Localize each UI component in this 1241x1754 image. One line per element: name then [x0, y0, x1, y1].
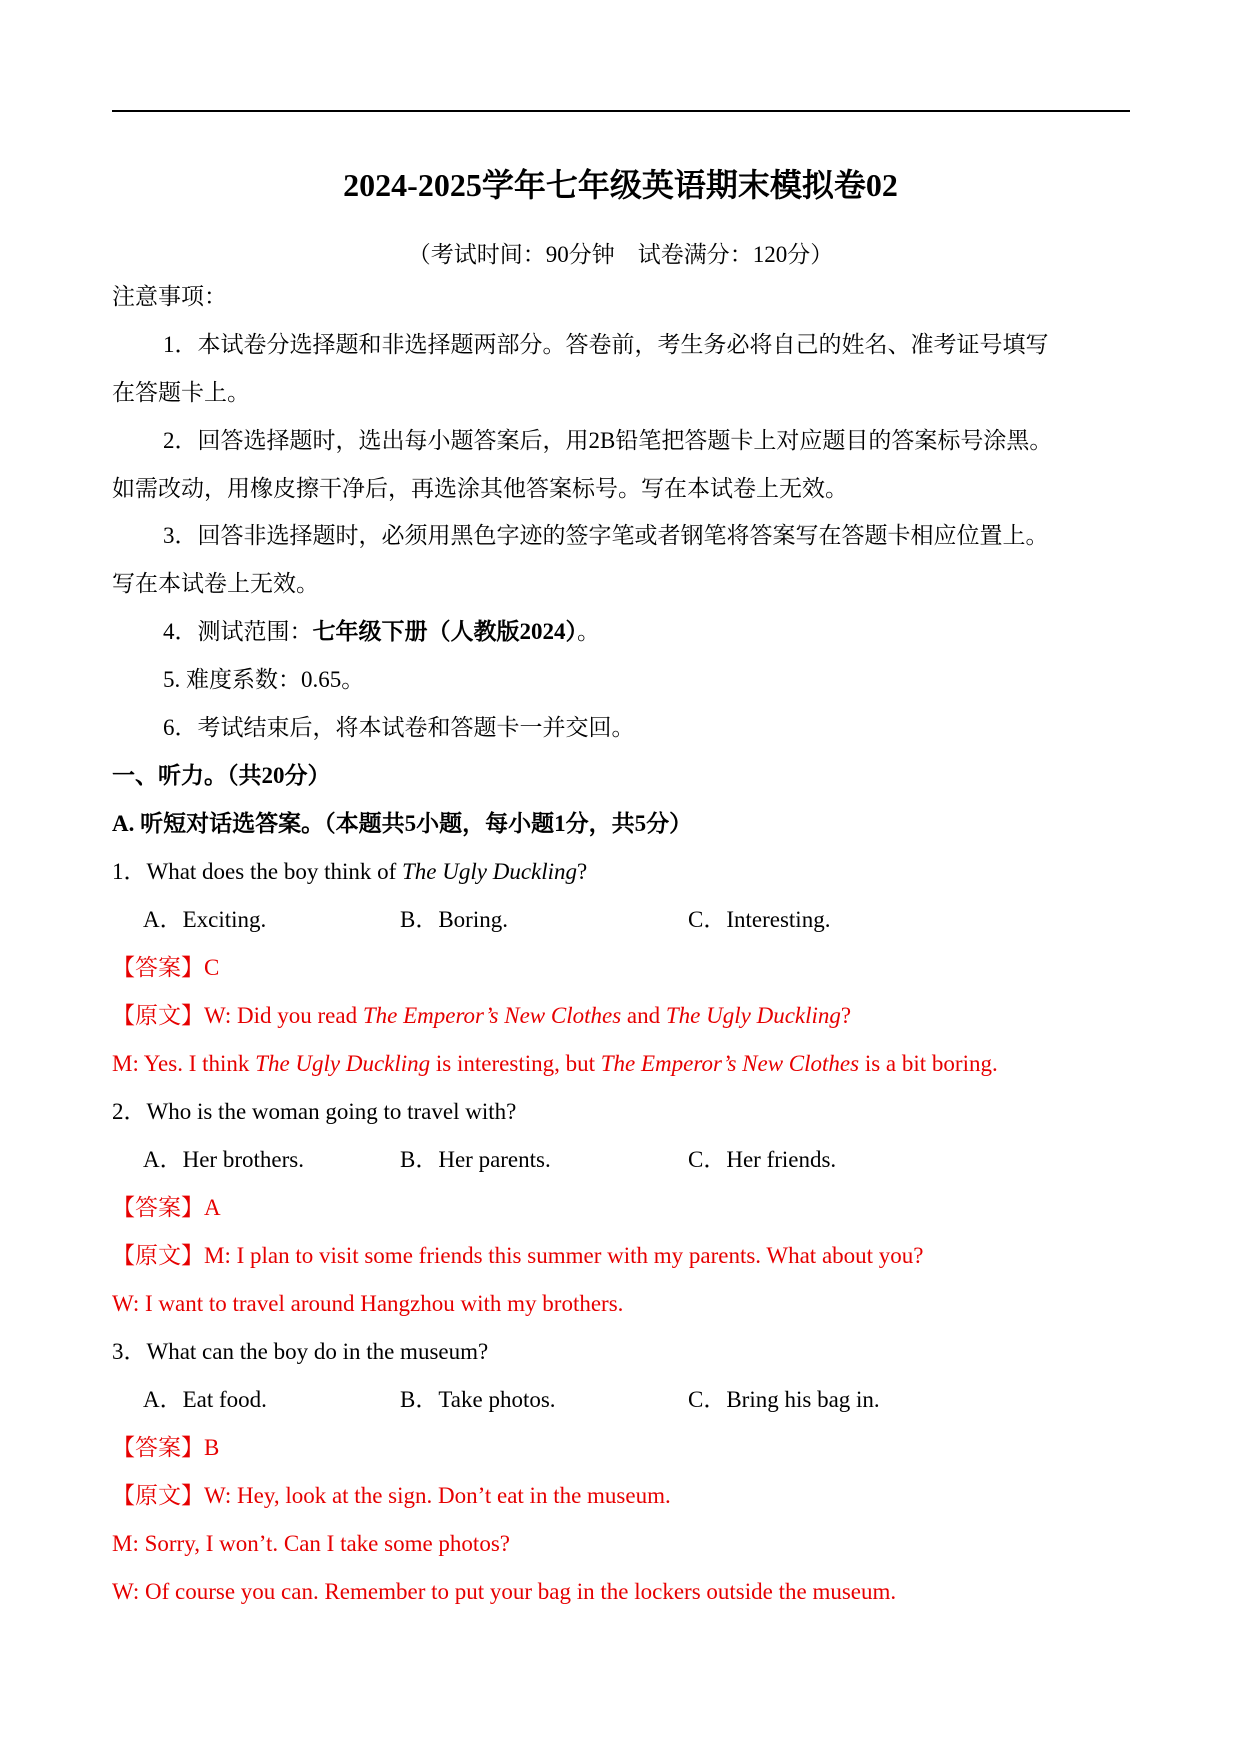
- answer-tag: 【答案】: [112, 955, 204, 980]
- book-title: The Ugly Duckling: [665, 1003, 841, 1028]
- script-text: W: Hey, look at the sign. Don’t eat in the museum.: [204, 1483, 671, 1508]
- note-6: 6．考试结束后，将本试卷和答题卡一并交回。: [163, 715, 635, 740]
- note-2-line-1: 2．回答选择题时，选出每小题答案后，用2B铅笔把答题卡上对应题目的答案标号涂黑。: [163, 428, 1053, 453]
- question-1-text: 1．What does the boy think of: [112, 859, 403, 884]
- book-title: The Emperor’s New Clothes: [600, 1051, 860, 1076]
- exam-info: （考试时间：90分钟 试卷满分：120分）: [407, 242, 834, 267]
- note-4-scope: 七年级下册（人教版2024）: [312, 619, 577, 644]
- book-title: The Ugly Duckling: [255, 1051, 431, 1076]
- answer-value: B: [204, 1435, 220, 1460]
- question-3: 3．What can the boy do in the museum?: [112, 1339, 489, 1364]
- question-2-script-line-2: W: I want to travel around Hangzhou with my brothers.: [112, 1291, 624, 1316]
- book-title: The Emperor’s New Clothes: [362, 1003, 622, 1028]
- question-3-script-line-3: W: Of course you can. Remember to put your bag in the lockers outside the museum.: [112, 1579, 897, 1604]
- notes-heading: 注意事项：: [112, 284, 227, 309]
- question-3-option-a: A．Eat food.: [143, 1387, 267, 1412]
- part-a-title: A. 听短对话选答案。（本题共5小题，每小题1分，共5分）: [112, 811, 693, 836]
- question-2-answer: [112, 1193, 221, 1223]
- script-tag: 【原文】: [112, 1483, 204, 1508]
- question-1-option-a: A．Exciting.: [143, 907, 267, 932]
- note-5: 5. 难度系数：0.65。: [163, 667, 365, 692]
- script-text: is a bit boring.: [859, 1051, 998, 1076]
- question-1-script-line-2: [112, 1049, 998, 1079]
- note-3-line-2: 写在本试卷上无效。: [112, 571, 319, 596]
- page-title: 2024-2025学年七年级英语期末模拟卷02: [343, 167, 898, 203]
- script-text: M: I plan to visit some friends this summer with my parents. What about you?: [204, 1243, 924, 1268]
- script-tag: 【原文】: [112, 1243, 204, 1268]
- note-3-line-1: 3．回答非选择题时，必须用黑色字迹的签字笔或者钢笔将答案写在答题卡相应位置上。: [163, 523, 1049, 548]
- question-2-option-b: B．Her parents.: [400, 1147, 551, 1172]
- question-2-script-line-1: [112, 1241, 924, 1271]
- question-2-option-a: A．Her brothers.: [143, 1147, 304, 1172]
- note-4-prefix: 4．测试范围：: [163, 619, 313, 644]
- question-2: 2．Who is the woman going to travel with?: [112, 1099, 517, 1124]
- script-tag: 【原文】: [112, 1003, 204, 1028]
- answer-tag: 【答案】: [112, 1435, 204, 1460]
- question-1: [112, 857, 587, 887]
- question-1-mark: ?: [577, 859, 588, 884]
- note-4-suffix: 。: [577, 619, 600, 644]
- answer-value: A: [204, 1195, 221, 1220]
- question-1-option-c: C．Interesting.: [688, 907, 831, 932]
- question-3-script-line-1: [112, 1481, 671, 1511]
- question-1-script-line-1: [112, 1001, 851, 1031]
- note-1-line-1: 1．本试卷分选择题和非选择题两部分。答卷前，考生务必将自己的姓名、准考证号填写: [163, 332, 1049, 357]
- script-text: ?: [840, 1003, 852, 1028]
- section-title: 一、听力。（共20分）: [112, 763, 331, 788]
- question-1-book-title: The Ugly Duckling: [402, 859, 578, 884]
- question-2-option-c: C．Her friends.: [688, 1147, 837, 1172]
- answer-tag: 【答案】: [112, 1195, 204, 1220]
- answer-value: C: [204, 955, 220, 980]
- question-3-answer: [112, 1433, 219, 1463]
- note-1-line-2: 在答题卡上。: [112, 380, 250, 405]
- note-4: [163, 617, 600, 647]
- question-3-script-line-2: M: Sorry, I won’t. Can I take some photos?: [112, 1531, 510, 1556]
- script-text: and: [621, 1003, 666, 1028]
- question-1-answer: [112, 953, 219, 983]
- question-3-option-b: B．Take photos.: [400, 1387, 556, 1412]
- question-1-option-b: B．Boring.: [400, 907, 508, 932]
- script-text: M: Yes. I think: [112, 1051, 256, 1076]
- note-2-line-2: 如需改动，用橡皮擦干净后，再选涂其他答案标号。写在本试卷上无效。: [112, 476, 848, 501]
- script-text: W: Did you read: [204, 1003, 363, 1028]
- header-rule: [112, 110, 1130, 112]
- question-3-option-c: C．Bring his bag in.: [688, 1387, 880, 1412]
- script-text: is interesting, but: [430, 1051, 601, 1076]
